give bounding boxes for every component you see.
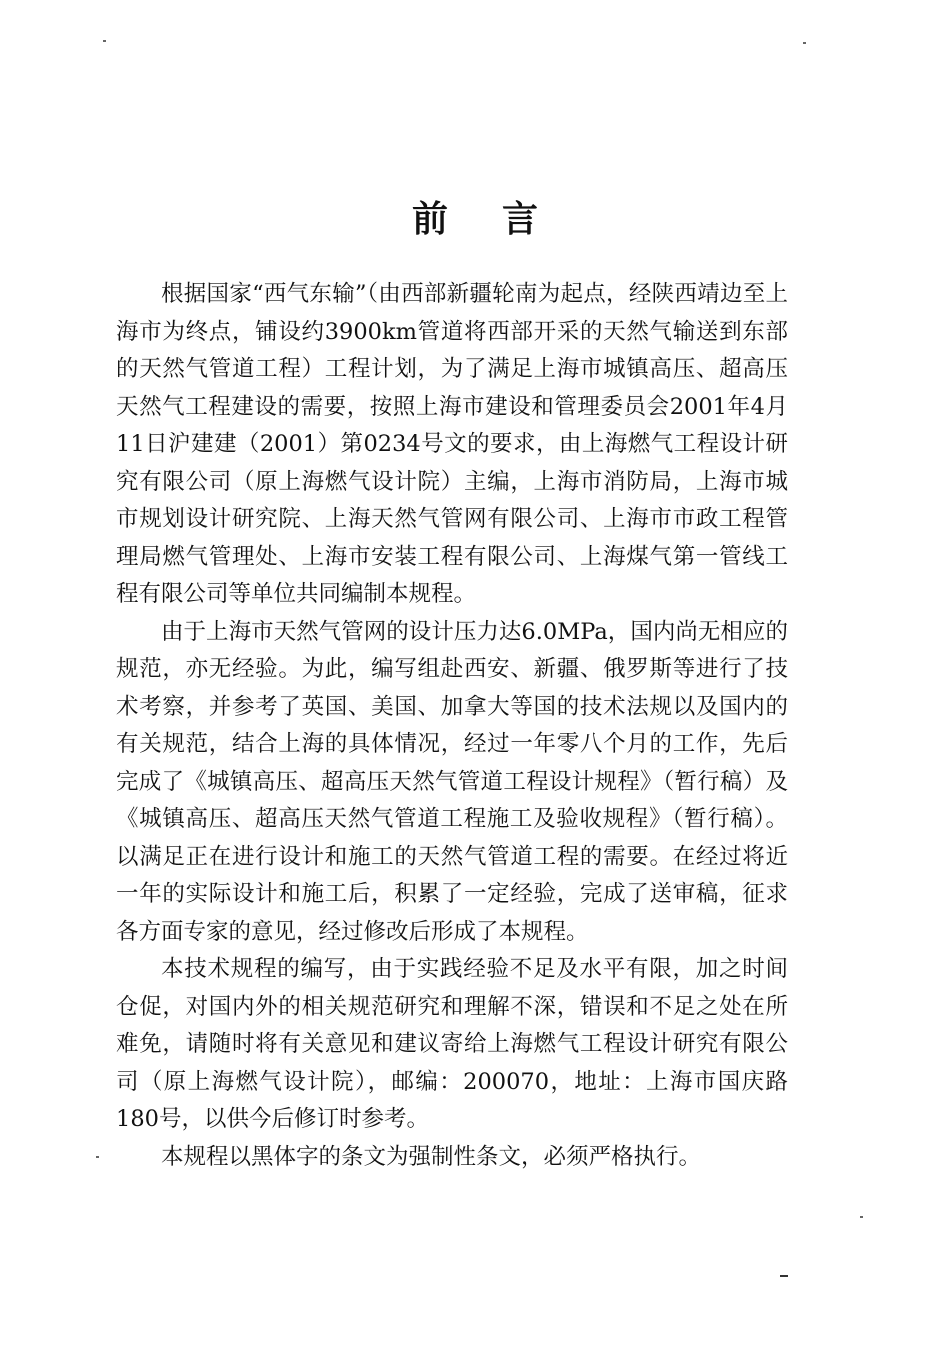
scan-speck xyxy=(803,42,806,44)
paragraph-3: 本技术规程的编写，由于实践经验不足及水平有限，加之时间仓促，对国内外的相关规范研究和理解不深，错误和不足之处在所难免，请随时将有关意见和建议寄给上海燃气工程设计研究有限公司（原上海燃气设计院），邮编：200070，地址：上海市国庆路180号，以供今后修订时参考。 xyxy=(116,956,788,1132)
paragraph-1: 根据国家“西气东输”（由西部新疆轮南为起点，经陕西靖边至上海市为终点，铺设约3900km管道将西部开采的天然气输送到东部的天然气管道工程）工程计划，为了满足上海市城镇高压、超高压天然气工程建设的需要，按照上海市建设和管理委员会2001年4月11日沪建建（2001）第0234号文的要求，由上海燃气工程设计研究有限公司（原上海燃气设计院）主编，上海市消防局，上海市城市规划设计研究院、上海天然气管网有限公司、上海市市政工程管理局燃气管理处、上海市安装工程有限公司、上海煤气第一管线工程有限公司等单位共同编制本规程。 xyxy=(116,281,788,607)
scan-speck xyxy=(103,40,106,42)
paragraph-2: 由于上海市天然气管网的设计压力达6.0MPa，国内尚无相应的规范，亦无经验。为此，编写组赴西安、新疆、俄罗斯等进行了技术考察，并参考了英国、美国、加拿大等国的技术法规以及国内的有关规范，结合上海的具体情况，经过一年零八个月的工作，先后完成了《城镇高压、超高压天然气管道工程设计规程》（暂行稿）及《城镇高压、超高压天然气管道工程施工及验收规程》（暂行稿）。以满足正在进行设计和施工的天然气管道工程的需要。在经过将近一年的实际设计和施工后，积累了一定经验，完成了送审稿，征求各方面专家的意见，经过修改后形成了本规程。 xyxy=(116,618,788,945)
scan-mark xyxy=(780,1275,788,1277)
paragraph-4: 本规程以黑体字的条文为强制性条文，必须严格执行。 xyxy=(161,1143,702,1170)
page-title: 前言 xyxy=(411,199,592,240)
scan-speck xyxy=(860,1216,863,1218)
scan-speck xyxy=(96,1156,99,1158)
preface-body xyxy=(116,276,788,1176)
